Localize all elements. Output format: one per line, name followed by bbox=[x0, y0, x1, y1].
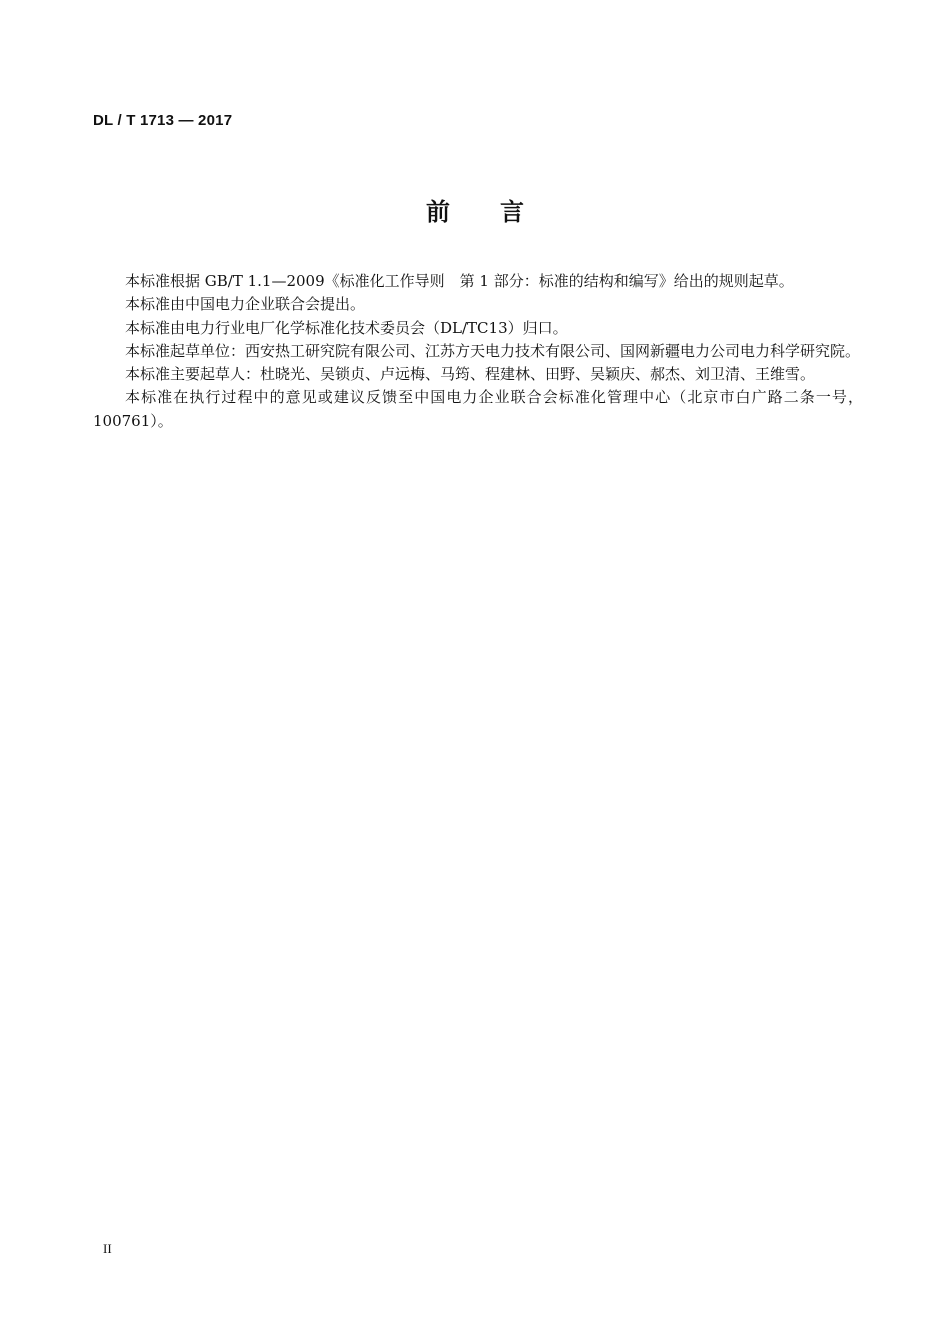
page-number: II bbox=[103, 1241, 112, 1256]
paragraph-proposer: 本标准由中国电力企业联合会提出。 bbox=[125, 295, 366, 314]
foreword-body bbox=[93, 270, 863, 433]
paragraph-feedback: 本标准在执行过程中的意见或建议反馈至中国电力企业联合会标准化管理中心（北京市白广路二条一号，100761）。 bbox=[93, 388, 863, 430]
page-title: 前言 bbox=[426, 198, 574, 226]
paragraph-drafting-units: 本标准起草单位：西安热工研究院有限公司、江苏方天电力技术有限公司、国网新疆电力公司电力科学研究院。 bbox=[125, 341, 861, 360]
standard-code: DL / T 1713 — 2017 bbox=[93, 112, 233, 129]
paragraph-drafting-rules: 本标准根据 GB/T 1.1—2009《标准化工作导则 第 1 部分：标准的结构和编写》给出的规则起草。 bbox=[125, 272, 794, 290]
paragraph-technical-committee: 本标准由电力行业电厂化学标准化技术委员会（DL/TC13）归口。 bbox=[125, 318, 568, 337]
paragraph-main-drafters: 本标准主要起草人：杜晓光、吴锁贞、卢远梅、马筠、程建林、田野、吴颖庆、郝杰、刘卫清、王维雪。 bbox=[125, 365, 816, 384]
